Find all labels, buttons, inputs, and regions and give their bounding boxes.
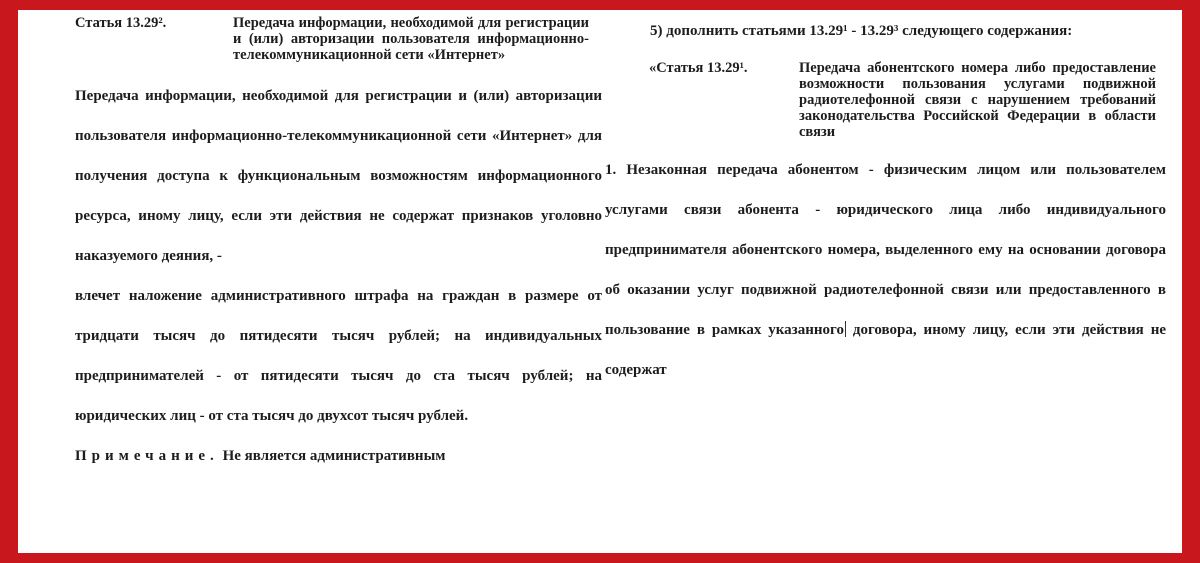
- article-title: Передача абонентского номера либо предоставление возможности пользования услугами подвижной радиотелефонной связи с нарушением требований законодательства Российской Федерации в области связи: [799, 60, 1156, 140]
- paragraph: [605, 150, 1166, 390]
- left-column: [75, 10, 602, 476]
- amendment-intro: 5) дополнить статьями 13.29¹ - 13.29³ следующего содержания:: [650, 23, 1073, 39]
- paragraph: Передача информации, необходимой для регистрации и (или) авторизации пользователя информационно-телекоммуникационной сети «Интернет» для получения доступа к функциональным возможностям информационного ресурса, иному лицу, если эти действия не содержат признаков уголовно наказуемого деяния, -: [75, 88, 602, 264]
- paragraph-text: договора, иному лицу, если эти действия не содержат: [605, 322, 1167, 378]
- right-column: [605, 10, 1166, 390]
- document-page: [18, 10, 1182, 553]
- article-number: Статья 13.29².: [75, 15, 167, 31]
- article-heading-13-29-1: [605, 60, 1166, 140]
- note-label: Примечание.: [75, 448, 219, 464]
- article-heading-13-29-2: [75, 15, 602, 63]
- article-number: «Статья 13.29¹.: [649, 60, 748, 76]
- paragraph: влечет наложение административного штрафа на граждан в размере от тридцати тысяч до пятидесяти тысяч рублей; на индивидуальных предпринимателей - от пятидесяти тысяч до ста тысяч рублей; на юридических лиц - от ста тысяч до двухсот тысяч рублей.: [75, 288, 602, 424]
- paragraph-text: 1. Незаконная передача абонентом - физическим лицом или пользователем услугами связи абонента - юридического лица либо индивидуального предпринимателя абонентского номера, выделенного ему на основании договора об оказании услуг подвижной радиотелефонной связи или предоставленного в пользование в рамках указанного: [605, 162, 1166, 338]
- article-title: Передача информации, необходимой для регистрации и (или) авторизации пользователя информационно-телекоммуникационной сети «Интернет»: [233, 15, 589, 63]
- note-text: Не является административным: [222, 448, 446, 464]
- note-paragraph: [75, 436, 602, 476]
